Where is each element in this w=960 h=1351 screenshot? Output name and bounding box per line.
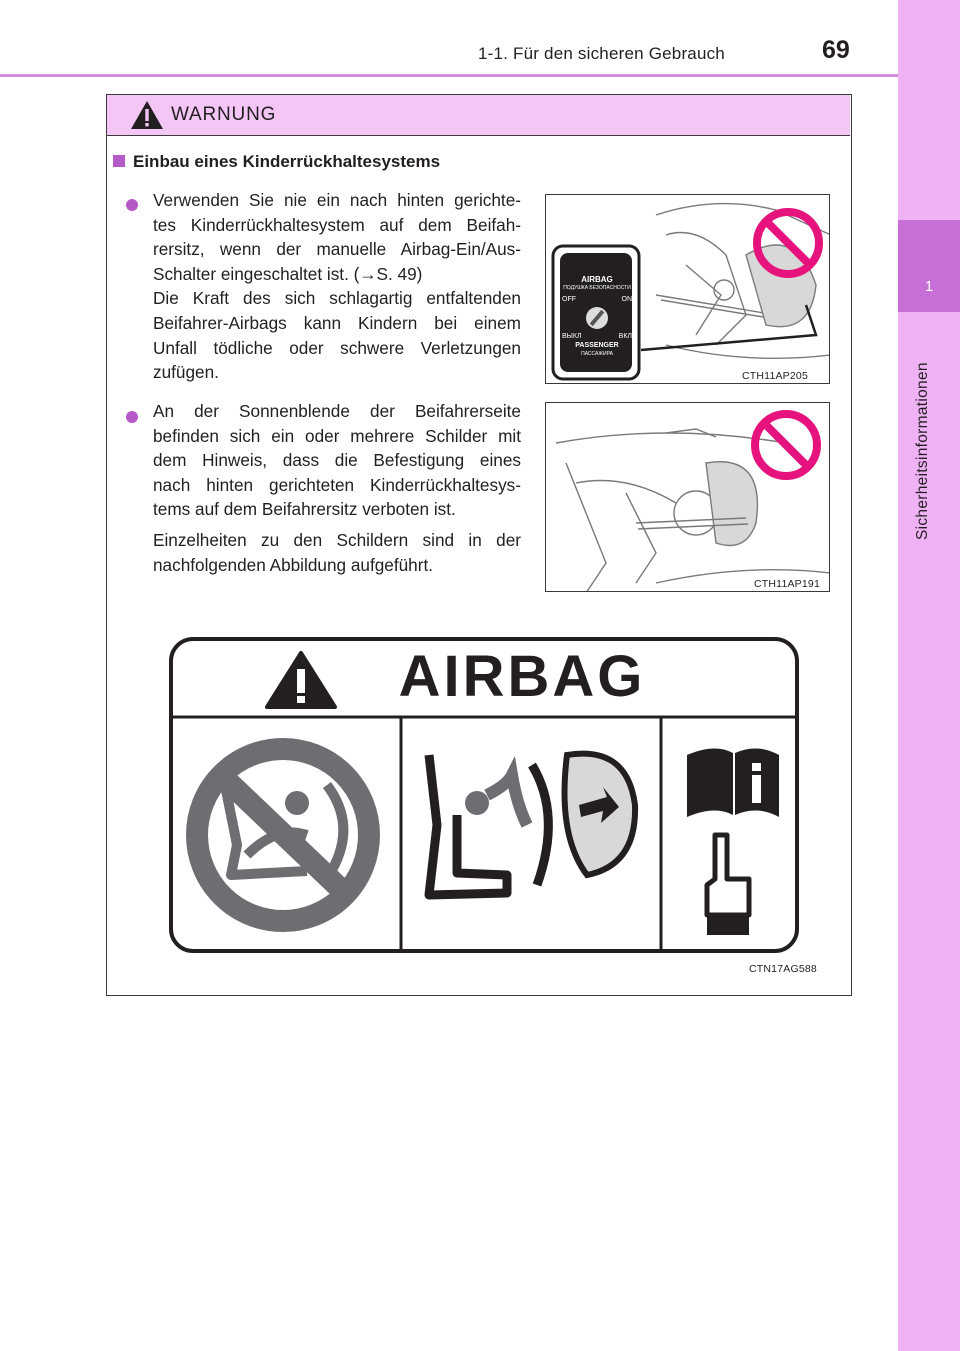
prohibited-child-seat-icon — [197, 749, 369, 921]
running-header-title: 1-1. Für den sicheren Gebrauch — [478, 44, 725, 63]
chapter-side-tab — [898, 0, 960, 1351]
text-line: An der Sonnenblende der Beifahrerseite — [153, 401, 521, 421]
figure-2-caption: CTH11AP191 — [754, 578, 821, 590]
bullet-dot-icon — [126, 199, 138, 211]
chapter-label: Sicherheitsinformationen — [914, 362, 931, 540]
prohibited-icon — [750, 409, 822, 481]
manual-info-icon — [687, 748, 779, 817]
text-line: Beifahrer-Airbags kann Kindern bei einem — [153, 312, 521, 333]
bullet-1-text — [153, 188, 521, 385]
chapter-number: 1 — [924, 278, 934, 295]
text-line: nach hinten gerichteten Kinderrückhaltesys- — [153, 474, 521, 495]
text-line: rersitz, wenn der manuelle Airbag-Ein/Aus- — [153, 239, 521, 260]
text-line: Unfall tödliche oder schwere Verletzungen — [153, 337, 521, 358]
text-line: Die Kraft des sich schlagartig entfaltenden — [153, 288, 521, 309]
figure-passenger-airbag — [545, 402, 830, 592]
header-divider — [0, 74, 898, 77]
text-line: zufügen. — [153, 362, 219, 383]
airbag-switch-panel: AIRBAG ПОДУШКА БЕЗОПАСНОСТИ OFF ON ВЫКЛ ВКЛ PASSENGER ПАССАЖИРА — [562, 275, 632, 357]
label-title: AIRBAG — [398, 644, 646, 709]
text-line: tes Kinderrückhaltesystem auf dem Beifah- — [153, 214, 521, 235]
figure-1-caption: CTH11AP205 — [742, 370, 809, 382]
bullet-2-text — [153, 399, 521, 577]
warning-label: WARNUNG — [171, 104, 277, 125]
figure-airbag-switch — [545, 194, 830, 384]
page-number: 69 — [822, 36, 850, 64]
switch-knob-icon — [586, 307, 608, 329]
square-bullet-icon — [113, 155, 125, 167]
bullet-dot-icon — [126, 411, 138, 423]
section-heading: Einbau eines Kinderrückhaltesystems — [113, 152, 440, 172]
text-line: dem Hinweis, dass die Befestigung eines — [153, 450, 521, 471]
warning-box — [106, 94, 852, 996]
prohibited-icon — [752, 207, 824, 279]
label-figure-caption: CTN17AG588 — [749, 963, 817, 975]
text-line: Verwenden Sie nie ein nach hinten gerichte- — [153, 190, 521, 210]
text-line: Einzelheiten zu den Schildern sind in der — [153, 529, 521, 550]
warning-header — [107, 95, 850, 136]
text-line: tems auf dem Beifahrersitz verboten ist. — [153, 499, 456, 520]
text-line: befinden sich ein oder mehrere Schilder mit — [153, 425, 521, 446]
warning-triangle-icon — [129, 99, 165, 131]
text-line: Schalter eingeschaltet ist. (→S. 49) — [153, 263, 423, 284]
chapter-indicator — [898, 220, 960, 312]
text-line: nachfolgenden Abbildung aufgeführt. — [153, 554, 434, 575]
